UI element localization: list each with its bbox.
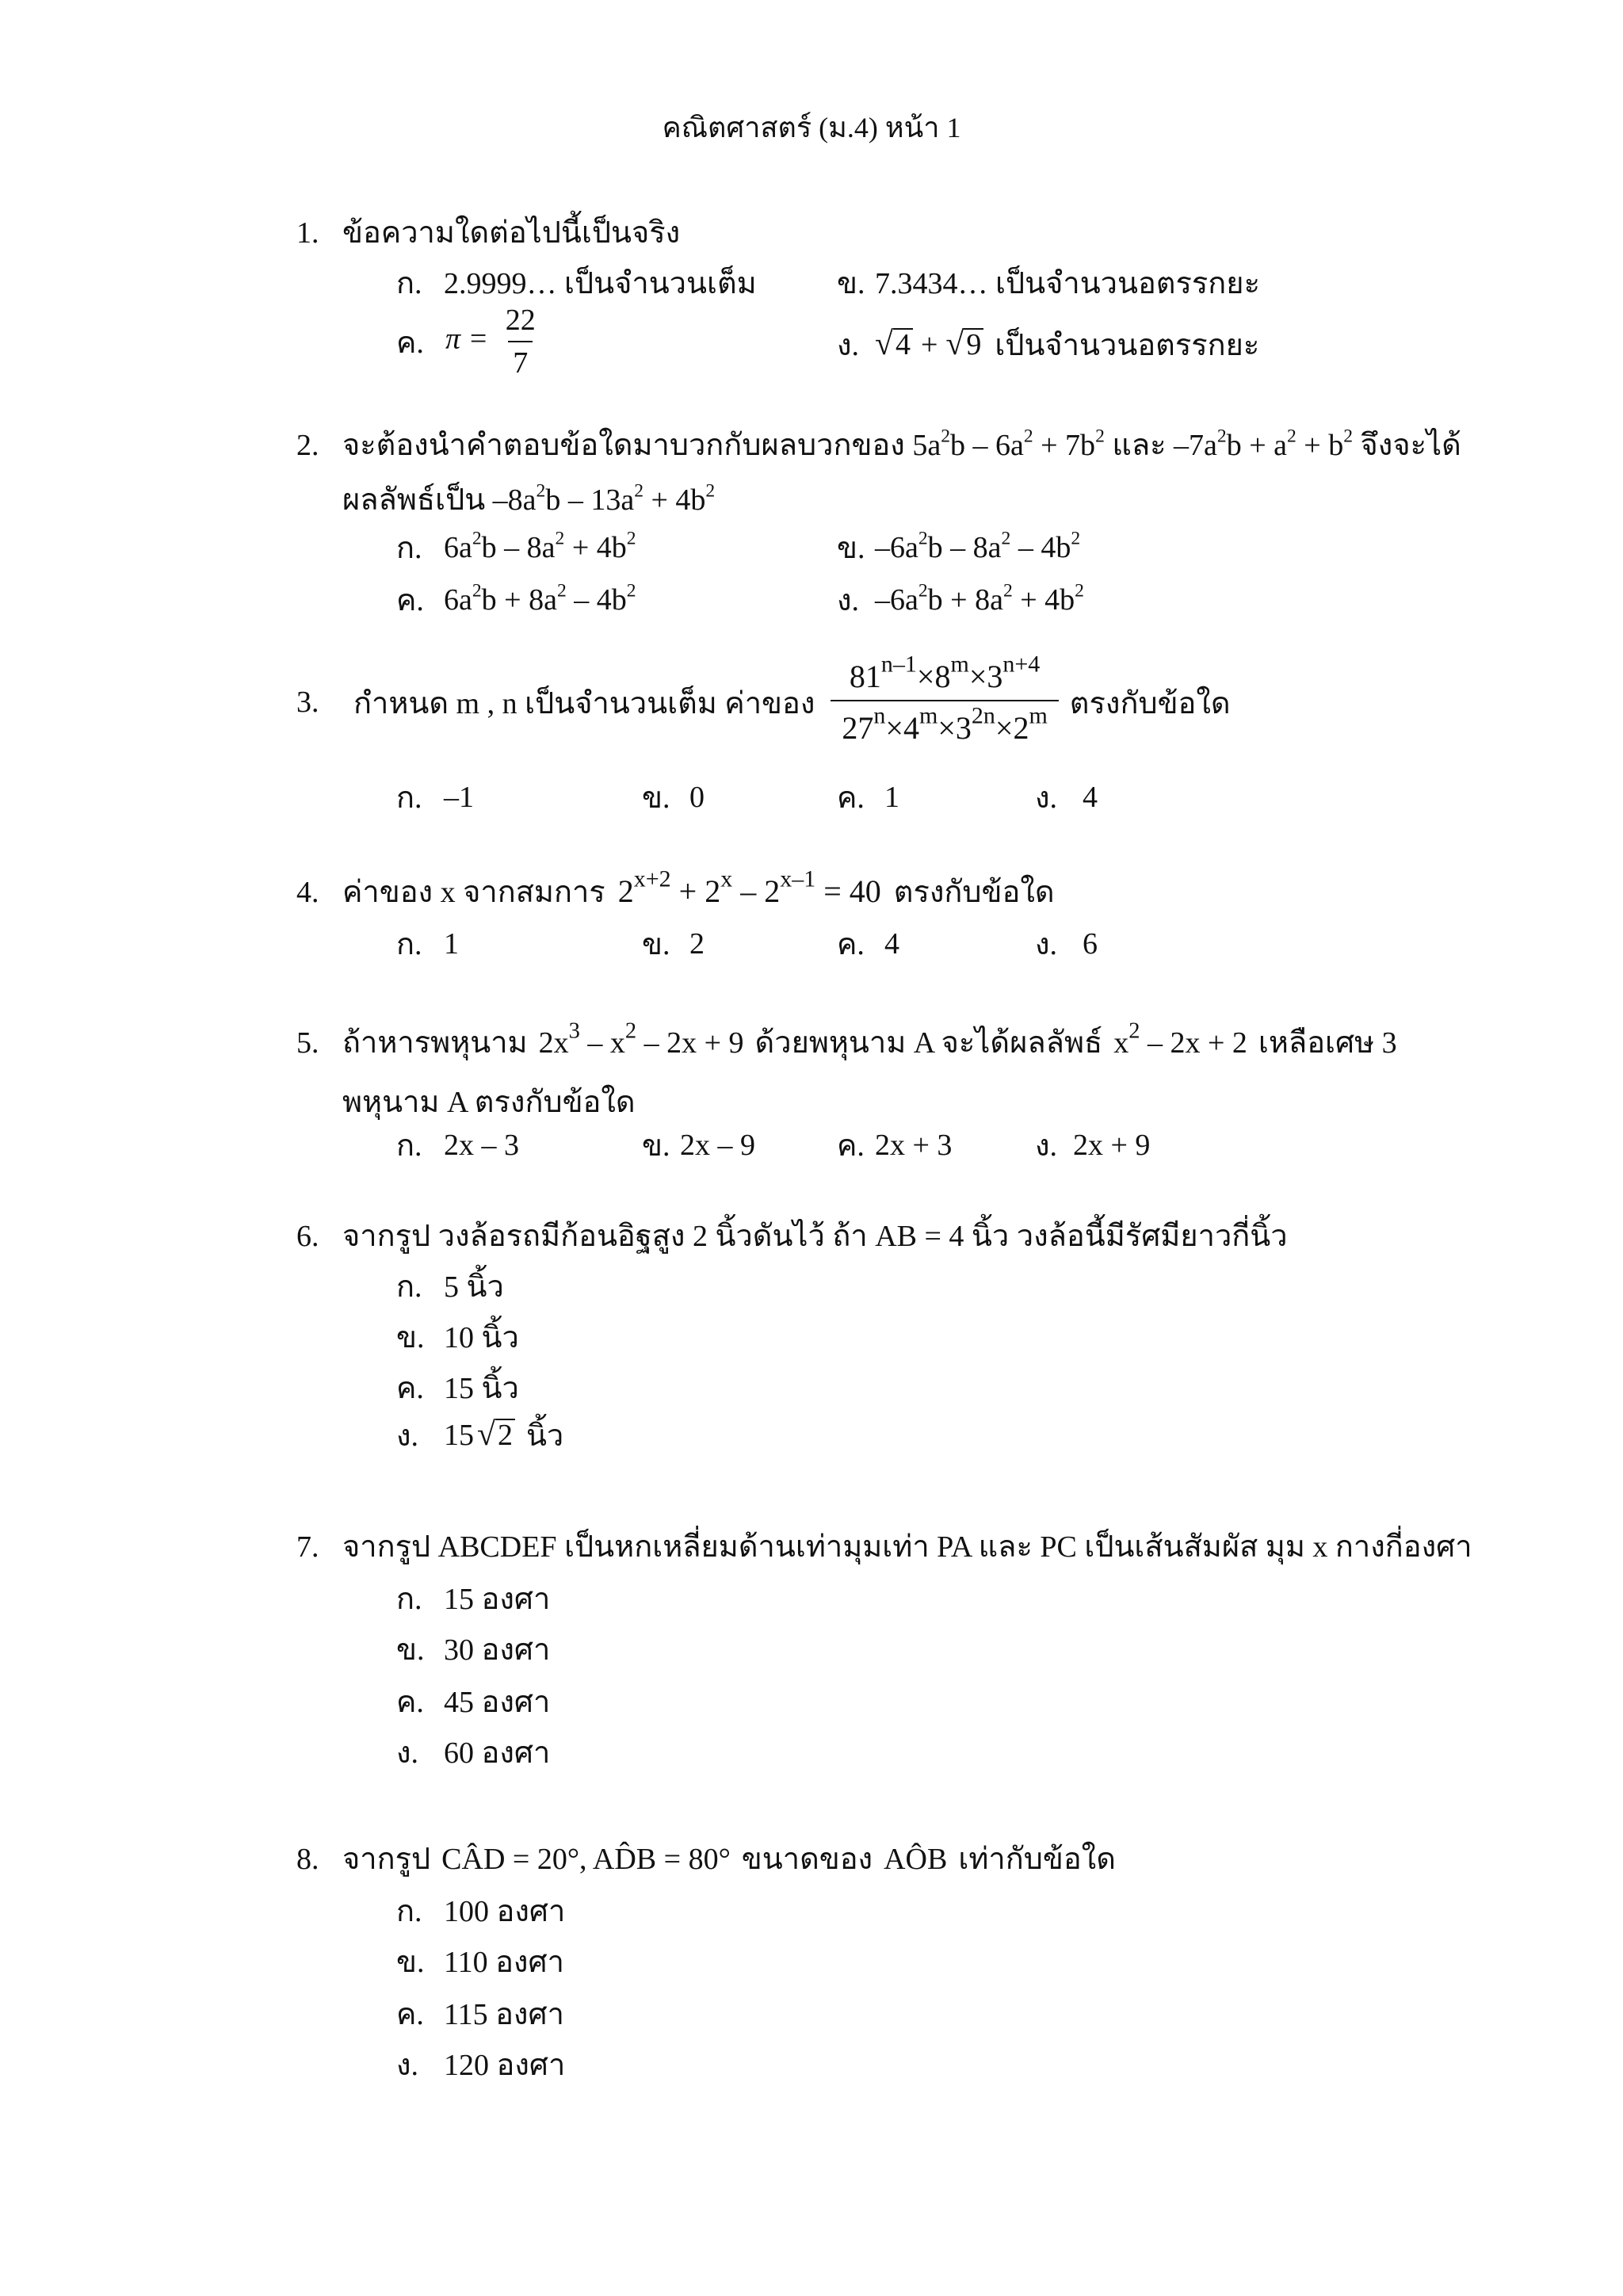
- option-label: ก.: [396, 267, 422, 300]
- question-number: 5.: [296, 1026, 319, 1060]
- option-text: 6: [1083, 926, 1098, 961]
- option-label: ก.: [396, 1895, 422, 1928]
- option-expression: $6a^2b + 8a^2 - 4b^2$: [444, 580, 636, 617]
- option-expression: $6a^2b - 8a^2 + 4b^2$: [444, 528, 636, 564]
- q3-option-c[interactable]: [837, 773, 899, 821]
- option-label: ก.: [396, 1270, 422, 1304]
- question-text: ถ้าหารพหุนาม: [342, 1026, 528, 1060]
- question-number: 7.: [296, 1530, 319, 1564]
- q6-option-b[interactable]: [396, 1312, 519, 1361]
- option-text: นิ้ว: [525, 1419, 564, 1453]
- option-expression: $-6a^2b + 8a^2 + 4b^2$: [875, 580, 1084, 617]
- q5-option-a[interactable]: [396, 1121, 519, 1169]
- q6-option-a[interactable]: [396, 1262, 504, 1310]
- question-6: [296, 1211, 1533, 1259]
- q7-option-a[interactable]: [396, 1574, 550, 1622]
- q6-option-c[interactable]: [396, 1363, 519, 1412]
- question-1: [296, 208, 1422, 256]
- question-number: 1.: [296, 216, 319, 250]
- sqrt-4: √ 4: [875, 328, 913, 361]
- option-label: ข.: [642, 1129, 670, 1163]
- question-number: 4.: [296, 876, 319, 909]
- q3-option-a[interactable]: [396, 773, 474, 821]
- option-text: 2: [689, 926, 705, 961]
- option-text: 5 นิ้ว: [444, 1270, 504, 1304]
- option-text: 60 องศา: [444, 1736, 551, 1770]
- exponent-fraction: [831, 651, 1058, 747]
- option-label: ข.: [396, 1321, 425, 1354]
- q4-option-b[interactable]: [642, 919, 705, 968]
- option-label: ง.: [837, 584, 860, 617]
- option-label: ง.: [1035, 1129, 1058, 1163]
- option-label: ข.: [396, 1946, 425, 1979]
- option-label: ง.: [396, 1419, 419, 1453]
- question-7: [296, 1522, 1564, 1570]
- option-label: ก.: [396, 1583, 422, 1616]
- q7-option-b[interactable]: [396, 1625, 550, 1673]
- pi-equals: π =: [445, 322, 489, 356]
- question-number: 2.: [296, 429, 319, 462]
- option-text: 0: [689, 780, 705, 814]
- option-coefficient: 15: [444, 1418, 474, 1452]
- option-text: 2x – 3: [444, 1128, 519, 1162]
- option-text: 4: [1083, 780, 1098, 814]
- option-label: ง.: [837, 329, 860, 362]
- question-text: ข้อความใดต่อไปนี้เป็นจริง: [342, 216, 681, 250]
- q3-option-b[interactable]: [642, 773, 705, 821]
- option-label: ข.: [642, 928, 670, 961]
- q4-option-d[interactable]: [1035, 919, 1098, 968]
- pi-expression: [445, 303, 545, 380]
- question-text-end: ตรงกับข้อใด: [1069, 686, 1231, 720]
- option-label: ค.: [396, 1686, 424, 1719]
- question-text: จะต้องนำคำตอบข้อใดมาบวกกับผลบวกของ $5a^2b - 6a^2 + 7b^2$ และ $-7a^2b + a^2 + b^2$ จึงจะได้: [342, 426, 1461, 462]
- option-text: 1: [444, 926, 459, 961]
- q2-option-d[interactable]: [837, 575, 1084, 624]
- radicand: 4: [893, 328, 913, 361]
- sqrt-9: √ 9: [945, 328, 983, 361]
- radicand: 2: [495, 1419, 515, 1452]
- option-label: ข.: [837, 267, 865, 300]
- question-3: [296, 651, 1533, 747]
- q1-option-c[interactable]: [396, 303, 545, 380]
- question-number: 8.: [296, 1843, 319, 1876]
- fraction-numerator: $81^{n-1}\times 8^m\times 3^{n+4}$: [849, 651, 1041, 694]
- q8-option-d[interactable]: [396, 2040, 565, 2088]
- option-text: 110 องศา: [444, 1946, 564, 1979]
- option-text: 120 องศา: [444, 2049, 566, 2082]
- quotient-polynomial: $x^2 - 2x + 2$: [1113, 1018, 1247, 1060]
- option-label: ก.: [396, 1129, 422, 1163]
- question-5: 5. ถ้าหารพหุนาม $2x^3 - x^2 - 2x + 9$ ด้วยพหุนาม A จะได้ผลลัพธ์ $x^2 - 2x + 2$ เหลือเศษ 3 พหุนาม A ตรงกับข้อใด: [296, 1018, 1549, 1125]
- question-4: [296, 867, 1533, 915]
- option-label: ค.: [396, 326, 424, 360]
- radicand: 9: [964, 328, 983, 361]
- question-continuation: พหุนาม A ตรงกับข้อใด: [342, 1086, 636, 1119]
- q4-option-c[interactable]: [837, 919, 899, 968]
- fraction-denominator: $27^n\times 4^m\times 3^{2n}\times 2^m$: [831, 700, 1058, 747]
- option-text: เป็นจำนวนอตรรกยะ: [995, 329, 1260, 362]
- q8-option-c[interactable]: [396, 1989, 564, 2038]
- option-text: 2x – 9: [680, 1128, 755, 1162]
- option-label: ค.: [396, 1372, 424, 1405]
- question-text: จากรูป ABCDEF เป็นหกเหลี่ยมด้านเท่ามุมเท่า PA และ PC เป็นเส้นสัมผัส มุม x กางกี่องศา: [342, 1530, 1472, 1564]
- option-label: ค.: [837, 781, 865, 815]
- option-label: ค.: [396, 1998, 424, 2031]
- option-text: 30 องศา: [444, 1633, 551, 1667]
- option-text: 2x + 3: [875, 1128, 953, 1162]
- q8-option-b[interactable]: [396, 1937, 564, 1985]
- option-label: ง.: [1035, 928, 1058, 961]
- option-label: ค.: [837, 1129, 865, 1163]
- option-label: ข.: [837, 532, 865, 565]
- option-text: 4: [884, 926, 899, 961]
- option-label: ก.: [396, 532, 422, 565]
- q2-option-b[interactable]: [837, 523, 1080, 571]
- option-label: ง.: [396, 2049, 419, 2082]
- fraction: [501, 303, 540, 380]
- plus-sign: +: [920, 327, 938, 361]
- option-text: 15 องศา: [444, 1583, 551, 1616]
- q2-option-a[interactable]: [396, 523, 636, 571]
- q7-option-d[interactable]: [396, 1728, 550, 1776]
- option-text: 10 นิ้ว: [444, 1321, 519, 1354]
- option-expression: $-6a^2b - 8a^2 - 4b^2$: [875, 528, 1081, 564]
- q5-option-c[interactable]: [837, 1121, 952, 1169]
- option-label: ข.: [642, 781, 670, 815]
- q7-option-c[interactable]: [396, 1677, 550, 1725]
- option-label: ง.: [1035, 781, 1058, 815]
- option-label: ค.: [396, 584, 424, 617]
- option-label: ก.: [396, 781, 422, 815]
- q2-option-c[interactable]: [396, 575, 636, 624]
- q5-option-d[interactable]: [1035, 1121, 1150, 1169]
- question-number: 3.: [296, 686, 319, 719]
- question-number: 6.: [296, 1220, 319, 1253]
- question-2: [296, 420, 1533, 523]
- option-text: 45 องศา: [444, 1686, 551, 1719]
- dividend-polynomial: $2x^3 - x^2 - 2x + 9$: [538, 1018, 744, 1060]
- question-text: กำหนด m , n เป็นจำนวนเต็ม ค่าของ: [353, 686, 815, 720]
- option-label: ง.: [396, 1736, 419, 1770]
- equation: $2^{x+2} + 2^x - 2^{x-1} = 40$: [617, 865, 881, 909]
- q8-option-a[interactable]: [396, 1886, 565, 1935]
- question-text: จากรูป: [342, 1843, 431, 1876]
- option-label: ข.: [396, 1633, 425, 1667]
- option-text: 15 นิ้ว: [444, 1372, 519, 1405]
- question-text-end: ตรงกับข้อใด: [893, 876, 1055, 909]
- page-header: คณิตศาสตร์ (ม.4) หน้า 1: [662, 112, 961, 143]
- q4-option-a[interactable]: [396, 919, 459, 968]
- q5-option-b[interactable]: [642, 1121, 755, 1169]
- option-text: 115 องศา: [444, 1998, 564, 2031]
- q1-option-b[interactable]: [837, 258, 1260, 307]
- option-label: ค.: [837, 928, 865, 961]
- option-label: ก.: [396, 928, 422, 961]
- angle-aob: AÔB: [884, 1843, 948, 1876]
- option-text: 1: [884, 780, 899, 814]
- option-text: 2x + 9: [1073, 1128, 1151, 1162]
- option-text: 7.3434… เป็นจำนวนอตรรกยะ: [875, 267, 1260, 300]
- q1-option-a[interactable]: [396, 258, 757, 307]
- option-text: 2.9999… เป็นจำนวนเต็ม: [444, 267, 757, 300]
- option-text: 100 องศา: [444, 1895, 566, 1928]
- question-text: จากรูป วงล้อรถมีก้อนอิฐสูง 2 นิ้วดันไว้ ถ้า AB = 4 นิ้ว วงล้อนี้มีรัศมียาวกี่นิ้ว: [342, 1220, 1288, 1253]
- option-text: –1: [444, 780, 474, 814]
- question-text: ค่าของ x จากสมการ: [342, 876, 605, 909]
- question-8: 8. จากรูป CÂD = 20°, AD̂B = 80° ขนาดของ AÔB เท่ากับข้อใด: [296, 1834, 1533, 1882]
- q3-option-d[interactable]: [1035, 773, 1098, 821]
- sqrt-2: √ 2: [477, 1419, 515, 1452]
- angle-expression: CÂD = 20°, AD̂B = 80°: [441, 1843, 731, 1876]
- question-continuation: ผลลัพธ์เป็น $-8a^2b - 13a^2 + 4b^2$: [342, 480, 716, 517]
- fraction-numerator: 22: [505, 304, 536, 337]
- q6-option-d[interactable]: [396, 1411, 563, 1459]
- fraction-denominator: 7: [508, 341, 533, 380]
- q1-option-d[interactable]: [837, 320, 1259, 369]
